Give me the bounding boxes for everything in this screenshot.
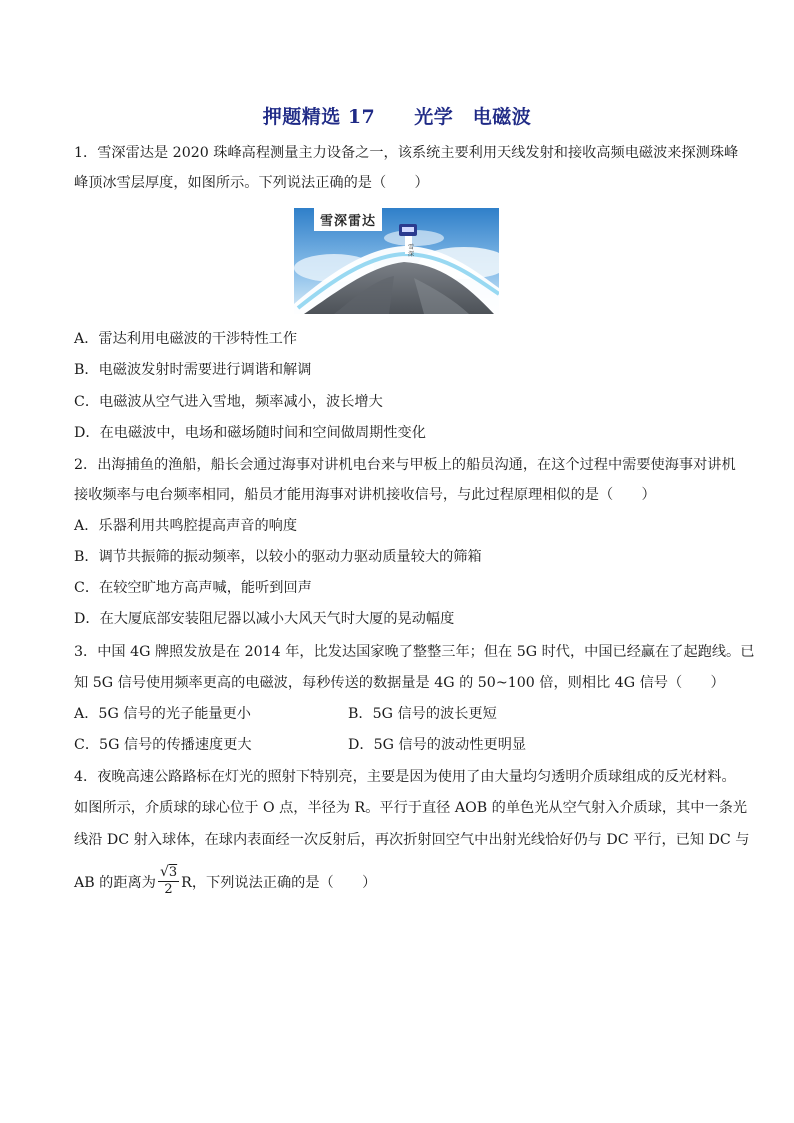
q4-stem-line-1: 4．夜晚高速公路路标在灯光的照射下特别亮，主要是因为使用了由大量均匀透明介质球组成的反光材料。	[74, 769, 736, 785]
q3-option-c: C．5G 信号的传播速度更大	[74, 737, 252, 753]
q2-option-b: B．调节共振筛的振动频率，以较小的驱动力驱动质量较大的筛箱	[74, 549, 482, 565]
q3-option-b: B．5G 信号的波长更短	[348, 706, 497, 722]
q2-stem-line-2: 接收频率与电台频率相同，船员才能用海事对讲机接收信号，与此过程原理相似的是（ ）	[74, 487, 656, 503]
q1-option-a: A．雷达利用电磁波的干涉特性工作	[74, 331, 298, 347]
q4-stem-line-4	[74, 866, 376, 900]
q3-stem-line-2: 知 5G 信号使用频率更高的电磁波，每秒传送的数据量是 4G 的 50~100 倍，则相比 4G 信号（ ）	[74, 675, 725, 691]
sqrt3-over-2-fraction: $\frac{√3}{2}$	[159, 864, 178, 897]
q2-option-a: A．乐器利用共鸣腔提高声音的响度	[74, 518, 298, 534]
q2-option-d: D．在大厦底部安装阻尼器以减小大风天气时大厦的晃动幅度	[74, 611, 455, 627]
sqrt-icon: √	[159, 864, 169, 880]
q1-option-c: C．电磁波从空气进入雪地，频率减小，波长增大	[74, 394, 383, 410]
q4-line4-suffix: R，下列说法正确的是（ ）	[181, 875, 377, 891]
q2-option-c: C．在较空旷地方高声喊，能听到回声	[74, 580, 312, 596]
q1-stem-line-2: 峰顶冰雪层厚度，如图所示。下列说法正确的是（ ）	[74, 175, 429, 191]
q1-option-d: D．在电磁波中，电场和磁场随时间和空间做周期性变化	[74, 425, 426, 441]
q3-option-d: D．5G 信号的波动性更明显	[348, 737, 527, 753]
radar-marker-text: 雪深	[408, 244, 415, 258]
q3-stem-line-1: 3．中国 4G 牌照发放是在 2014 年，比发达国家晚了整整三年；但在 5G 时代，中国已经赢在了起跑线。已	[74, 644, 755, 660]
snow-radar-photo	[294, 208, 499, 314]
q2-stem-line-1: 2．出海捕鱼的渔船，船长会通过海事对讲机电台来与甲板上的船员沟通，在这个过程中需要使海事对讲机	[74, 457, 736, 473]
q1-option-b: B．电磁波发射时需要进行调谐和解调	[74, 362, 312, 378]
q4-stem-line-2: 如图所示，介质球的球心位于 O 点，半径为 R。平行于直径 AOB 的单色光从空气射入介质球，其中一条光	[74, 800, 748, 816]
page-title: 押题精选 17 光学 电磁波	[262, 106, 532, 128]
q1-stem-line-1: 1．雪深雷达是 2020 珠峰高程测量主力设备之一，该系统主要利用天线发射和接收高频电磁波来探测珠峰	[74, 145, 739, 161]
q4-line4-prefix: AB 的距离为	[74, 875, 156, 891]
q4-stem-line-3: 线沿 DC 射入球体，在球内表面经一次反射后，再次折射回空气中出射光线恰好仍与 DC 平行，已知 DC 与	[74, 832, 750, 848]
q3-option-a: A．5G 信号的光子能量更小	[74, 706, 251, 722]
snow-radar-label: 雪深雷达	[314, 208, 382, 231]
